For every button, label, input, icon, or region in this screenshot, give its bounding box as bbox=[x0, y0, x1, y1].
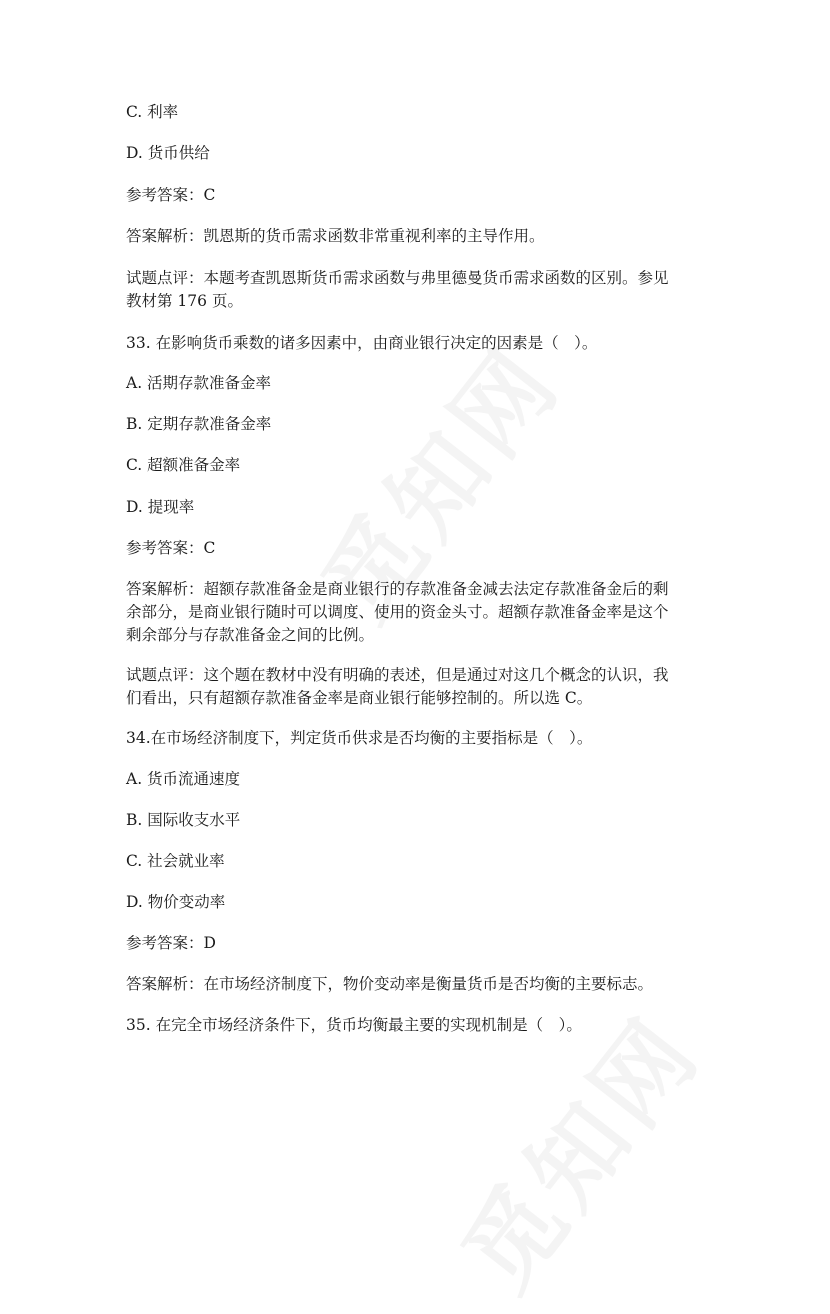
explanation-q32: 答案解析：凯恩斯的货币需求函数非常重视利率的主导作用。 bbox=[126, 227, 545, 245]
comment-q33-line2: 们看出，只有超额存款准备金率是商业银行能够控制的。所以选 C。 bbox=[126, 689, 593, 707]
comment-q33-line1: 试题点评：这个题在教材中没有明确的表述，但是通过对这几个概念的认识，我 bbox=[126, 666, 669, 684]
answer-q33: 参考答案：C bbox=[126, 539, 216, 557]
explanation-q34: 答案解析：在市场经济制度下，物价变动率是衡量货币是否均衡的主要标志。 bbox=[126, 975, 654, 993]
explanation-q33-line2: 余部分，是商业银行随时可以调度、使用的资金头寸。超额存款准备金率是这个 bbox=[126, 603, 669, 621]
comment-q32-line2: 教材第 176 页。 bbox=[126, 292, 243, 310]
question-35: 35. 在完全市场经济条件下，货币均衡最主要的实现机制是（ ）。 bbox=[126, 1016, 582, 1034]
option-d-q32: D. 货币供给 bbox=[126, 144, 210, 162]
option-d-q34: D. 物价变动率 bbox=[126, 893, 226, 911]
option-c-q32: C. 利率 bbox=[126, 103, 179, 121]
answer-q34: 参考答案：D bbox=[126, 934, 216, 952]
option-c-q34: C. 社会就业率 bbox=[126, 852, 225, 870]
option-a-q33: A. 活期存款准备金率 bbox=[126, 374, 272, 392]
option-d-q33: D. 提现率 bbox=[126, 498, 195, 516]
question-34: 34.在市场经济制度下，判定货币供求是否均衡的主要指标是（ ）。 bbox=[126, 729, 593, 747]
question-33: 33. 在影响货币乘数的诸多因素中，由商业银行决定的因素是（ ）。 bbox=[126, 334, 598, 352]
explanation-q33-line3: 剩余部分与存款准备金之间的比例。 bbox=[126, 626, 375, 644]
answer-q32: 参考答案：C bbox=[126, 186, 216, 204]
explanation-q33-line1: 答案解析：超额存款准备金是商业银行的存款准备金减去法定存款准备金后的剩 bbox=[126, 580, 669, 598]
option-b-q34: B. 国际收支水平 bbox=[126, 811, 241, 829]
comment-q32-line1: 试题点评：本题考查凯恩斯货币需求函数与弗里德曼货币需求函数的区别。参见 bbox=[126, 269, 669, 287]
option-a-q34: A. 货币流通速度 bbox=[126, 770, 241, 788]
option-c-q33: C. 超额准备金率 bbox=[126, 456, 241, 474]
option-b-q33: B. 定期存款准备金率 bbox=[126, 415, 272, 433]
